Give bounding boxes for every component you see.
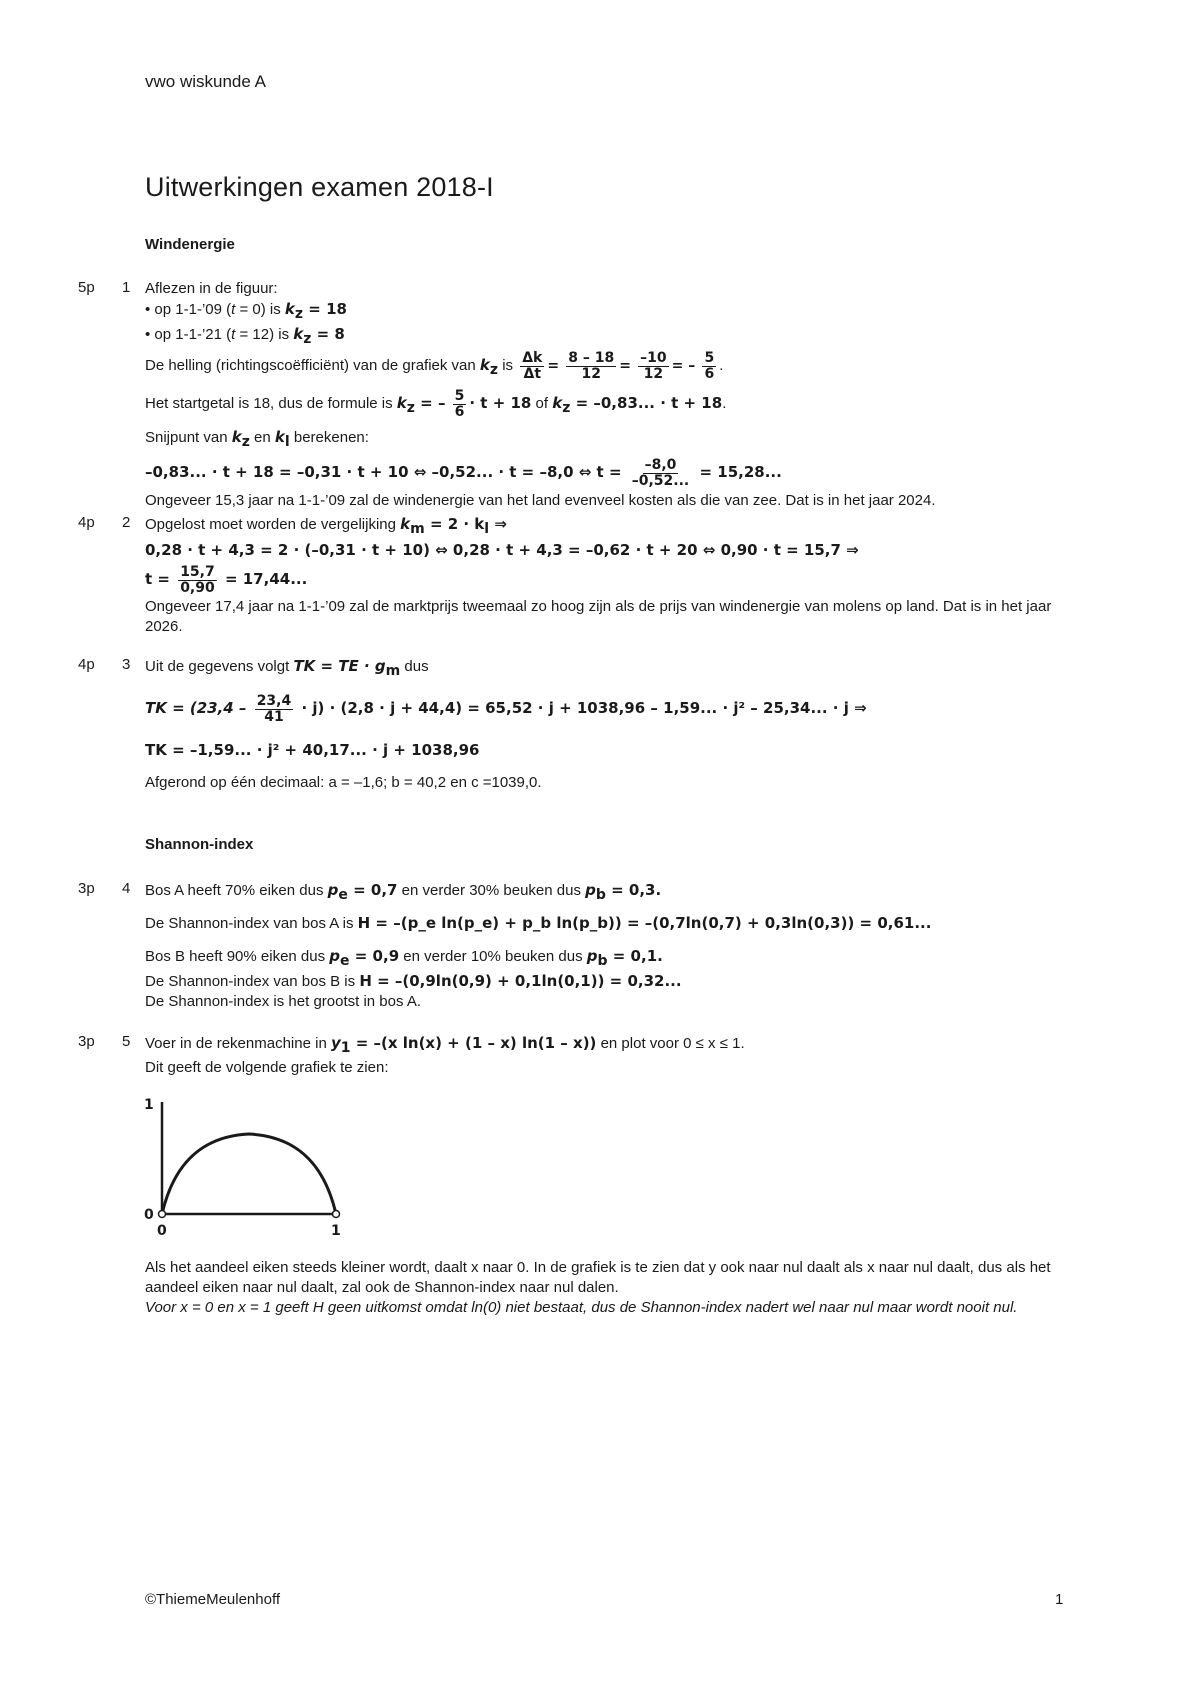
q1-points: 5p bbox=[78, 279, 95, 296]
var-t: t bbox=[231, 326, 236, 343]
numerator: Δk bbox=[522, 349, 543, 366]
q5-line bbox=[145, 1298, 1085, 1318]
q4-line bbox=[145, 971, 1085, 992]
q4-answer bbox=[145, 880, 1085, 1012]
text: Bos B heeft 90% eiken dus bbox=[145, 948, 330, 965]
math: = 17,44... bbox=[219, 570, 308, 588]
q5-number: 5 bbox=[122, 1033, 131, 1050]
text: Ongeveer 17,4 jaar na 1-1-’09 zal de marktprijs tweemaal zo hoog zijn als de prijs van windenergie van molens op land. Dat is in het jaar 2026. bbox=[145, 598, 1052, 635]
denominator: 0,90 bbox=[180, 579, 215, 596]
footer-copyright: ©ThiemeMeulenhoff bbox=[145, 1591, 281, 1608]
fraction bbox=[453, 389, 467, 420]
shannon-curve-graph bbox=[130, 1092, 350, 1242]
q3-line bbox=[145, 773, 1085, 793]
text: • op 1-1-’09 ( bbox=[145, 301, 232, 318]
math: = 18 bbox=[303, 300, 347, 318]
text: Afgerond op één decimaal: a = –1,6; b = 40,2 en c =1039,0. bbox=[145, 774, 542, 791]
text: Voor x = 0 en x = 1 geeft H geen uitkomst omdat ln(0) niet bestaat, dus de Shannon-index nadert wel naar nul maar wordt nooit nul. bbox=[145, 1299, 1018, 1316]
math: –0,83... · t + 18 = –0,31 · t + 10 ⇔ –0,52... · t = –8,0 ⇔ t = bbox=[145, 463, 627, 481]
q1-line bbox=[145, 454, 1085, 491]
numerator: 15,7 bbox=[180, 563, 215, 580]
text: Het startgetal is 18, dus de formule is bbox=[145, 395, 397, 412]
text: Voer in de rekenmachine in bbox=[145, 1035, 331, 1052]
math: y bbox=[330, 1034, 341, 1052]
page-title: Uitwerkingen examen 2018-I bbox=[145, 172, 494, 202]
x-tick-label: 1 bbox=[331, 1223, 341, 1239]
math: k bbox=[231, 428, 242, 446]
math-sub: z bbox=[406, 400, 415, 416]
math-sub: z bbox=[562, 400, 571, 416]
math-sub: z bbox=[294, 306, 304, 322]
q5-answer bbox=[145, 1033, 1085, 1078]
math-sub: m bbox=[385, 663, 401, 679]
section-heading-windenergie: Windenergie bbox=[145, 236, 235, 253]
math: k bbox=[293, 325, 304, 343]
denominator: 12 bbox=[643, 365, 664, 382]
q1-line bbox=[145, 279, 1085, 299]
math-sub: z bbox=[241, 434, 250, 450]
math-sub: b bbox=[597, 953, 608, 969]
fraction bbox=[178, 565, 217, 596]
text: Aflezen in de figuur: bbox=[145, 280, 278, 297]
text: en plot voor 0 ≤ x ≤ 1. bbox=[596, 1035, 745, 1052]
text: dus bbox=[400, 658, 429, 675]
math: k bbox=[552, 394, 563, 412]
q1-answer bbox=[145, 279, 1085, 511]
math: TK = TE · g bbox=[293, 657, 386, 675]
q4-line bbox=[145, 880, 1085, 905]
q5-points: 3p bbox=[78, 1033, 95, 1050]
q5-line bbox=[145, 1033, 1085, 1058]
text: • op 1-1-’21 ( bbox=[145, 326, 232, 343]
math: p bbox=[586, 947, 598, 965]
math: = 0,1. bbox=[607, 947, 663, 965]
text: en verder 10% beuken dus bbox=[399, 948, 587, 965]
math-sub: l bbox=[284, 434, 290, 450]
math: k bbox=[284, 300, 295, 318]
q1-line: Het startgetal is 18, dus de formule is $k_z$ = – $\frac{5}{6}$ · t + 18 of $k_z = -0,83$... · t + 18. bbox=[145, 387, 727, 420]
math: = 0,9 bbox=[349, 947, 400, 965]
math-sub: m bbox=[410, 521, 425, 537]
math: · t + 18 bbox=[469, 394, 532, 412]
q2-line bbox=[145, 539, 1085, 562]
math: ⇒ bbox=[489, 515, 507, 533]
var-t: t bbox=[231, 301, 236, 318]
q4-points: 3p bbox=[78, 880, 95, 897]
math: = –0,83... · t + 18 bbox=[570, 394, 723, 412]
math: TK = (23,4 – bbox=[145, 699, 252, 717]
open-endpoint-left bbox=[159, 1211, 166, 1218]
q3-line bbox=[145, 736, 1085, 765]
entropy-curve bbox=[162, 1134, 336, 1214]
numerator: –8,0 bbox=[644, 456, 677, 473]
math: 0,28 · t + 4,3 = 2 · (–0,31 · t + 10) ⇔ 0,28 · t + 4,3 = –0,62 · t + 20 ⇔ 0,90 · t = 15,7 ⇒ bbox=[145, 541, 859, 559]
q3-line bbox=[145, 656, 1085, 681]
text: Ongeveer 15,3 jaar na 1-1-’09 zal de windenergie van het land evenveel kosten als die van zee. Dat is in het jaar 2024. bbox=[145, 492, 936, 509]
math: p bbox=[585, 881, 596, 899]
text: = 12) is bbox=[235, 326, 294, 343]
math: = 2 · k bbox=[424, 515, 485, 533]
y-tick-label: 0 bbox=[144, 1207, 154, 1223]
math: H = –(0,9ln(0,9) + 0,1ln(0,1)) = 0,32... bbox=[359, 972, 682, 990]
math-sub: e bbox=[338, 887, 348, 903]
text: of bbox=[531, 395, 553, 412]
math-sub: l bbox=[484, 521, 490, 537]
numerator: 23,4 bbox=[256, 692, 292, 709]
math-sub: z bbox=[489, 362, 499, 378]
denominator: Δt bbox=[523, 365, 542, 382]
text: De Shannon-index is het grootst in bos A. bbox=[145, 993, 422, 1010]
math-sub: b bbox=[595, 887, 606, 903]
denominator: 41 bbox=[264, 708, 284, 725]
q1-line bbox=[145, 299, 1085, 324]
math: k bbox=[400, 515, 411, 533]
q1-line bbox=[145, 491, 1085, 511]
text: is bbox=[498, 357, 518, 374]
q4-line bbox=[145, 992, 1085, 1012]
q4-line bbox=[145, 946, 1085, 971]
q5-line bbox=[145, 1058, 1085, 1078]
math: · j) · (2,8 · j + 44,4) = 65,52 · j + 1038,96 – 1,59... · j² – 25,34... · j ⇒ bbox=[296, 699, 867, 717]
q5-conclusion bbox=[145, 1258, 1085, 1318]
fraction bbox=[255, 694, 294, 725]
fraction bbox=[630, 458, 692, 489]
math: = 0,3. bbox=[605, 881, 662, 899]
x-tick-label: 0 bbox=[157, 1223, 167, 1239]
text: berekenen: bbox=[289, 429, 369, 446]
math-sub: e bbox=[340, 953, 350, 969]
text: De helling (richtingscoëfficiënt) van de grafiek van bbox=[145, 357, 480, 374]
fraction bbox=[566, 351, 616, 382]
math: p bbox=[327, 881, 339, 899]
text: en bbox=[249, 429, 275, 446]
math-sub: z bbox=[303, 331, 312, 347]
math: k bbox=[479, 356, 490, 374]
q3-answer bbox=[145, 656, 1085, 793]
q4-number: 4 bbox=[122, 880, 131, 897]
q2-line bbox=[145, 597, 1085, 637]
page-number: 1 bbox=[1055, 1591, 1064, 1608]
fraction bbox=[702, 351, 716, 382]
math: = – bbox=[414, 394, 446, 412]
math-sub: 1 bbox=[340, 1040, 351, 1056]
q2-answer bbox=[145, 514, 1085, 637]
math: = 8 bbox=[311, 325, 345, 343]
text: Uit de gegevens volgt bbox=[145, 658, 294, 675]
q2-points: 4p bbox=[78, 514, 95, 531]
math: t = bbox=[145, 570, 176, 588]
fraction bbox=[638, 351, 668, 382]
text: = 0) is bbox=[235, 301, 285, 318]
q1-line bbox=[145, 324, 1085, 349]
q4-line bbox=[145, 913, 1085, 934]
q5-line bbox=[145, 1258, 1085, 1298]
section-heading-shannon: Shannon-index bbox=[145, 836, 254, 853]
text: Opgelost moet worden de vergelijking bbox=[145, 516, 401, 533]
q2-number: 2 bbox=[122, 514, 131, 531]
math: k bbox=[274, 428, 285, 446]
q3-number: 3 bbox=[122, 656, 131, 673]
denominator: 6 bbox=[454, 403, 465, 420]
q1-line: De helling (richtingscoëfficiënt) van de grafiek van $k_z$ is $\frac{\Delta k}{\Delta t}$ = $\frac{8 - 18}{12}$ = $\frac{-10}{12}$ = – $\frac{5}{6}$ . bbox=[145, 349, 724, 382]
text: Snijpunt van bbox=[145, 429, 232, 446]
q3-line bbox=[145, 689, 1085, 728]
math: H = –(p_e ln(p_e) + p_b ln(p_b)) = –(0,7ln(0,7) + 0,3ln(0,3)) = 0,61... bbox=[357, 914, 932, 932]
text: Dit geeft de volgende grafiek te zien: bbox=[145, 1059, 389, 1076]
math: p bbox=[329, 947, 341, 965]
numerator: 8 – 18 bbox=[568, 349, 615, 366]
text: en verder 30% beuken dus bbox=[397, 882, 586, 899]
text: Bos A heeft 70% eiken dus bbox=[145, 882, 328, 899]
math: TK = –1,59... · j² + 40,17... · j + 1038,96 bbox=[145, 741, 480, 759]
text: De Shannon-index van bos B is bbox=[145, 973, 360, 990]
q2-line bbox=[145, 562, 1085, 597]
denominator: 12 bbox=[581, 365, 602, 382]
y-tick-label: 1 bbox=[144, 1097, 154, 1113]
open-endpoint-right bbox=[333, 1211, 340, 1218]
math: = 15,28... bbox=[694, 463, 782, 481]
math: k bbox=[396, 394, 407, 412]
math: = –(x ln(x) + (1 – x) ln(1 – x)) bbox=[350, 1034, 597, 1052]
numerator: 5 bbox=[454, 387, 465, 404]
denominator: 6 bbox=[704, 365, 715, 382]
q1-number: 1 bbox=[122, 279, 131, 296]
fraction bbox=[520, 351, 544, 382]
q3-points: 4p bbox=[78, 656, 95, 673]
numerator: 5 bbox=[704, 349, 715, 366]
math: = 0,7 bbox=[347, 881, 398, 899]
q2-line bbox=[145, 514, 1085, 539]
text: De Shannon-index van bos A is bbox=[145, 915, 358, 932]
q1-line bbox=[145, 425, 1085, 454]
numerator: –10 bbox=[640, 349, 667, 366]
denominator: –0,52... bbox=[631, 472, 690, 489]
text: Als het aandeel eiken steeds kleiner wordt, daalt x naar 0. In de grafiek is te zien dat y ook naar nul daalt als x naar nul daalt, dus als het aandeel eiken naar nul daalt, zal ook de Shannon-index naar nul dalen. bbox=[145, 1259, 1051, 1296]
course-header: vwo wiskunde A bbox=[145, 72, 266, 91]
